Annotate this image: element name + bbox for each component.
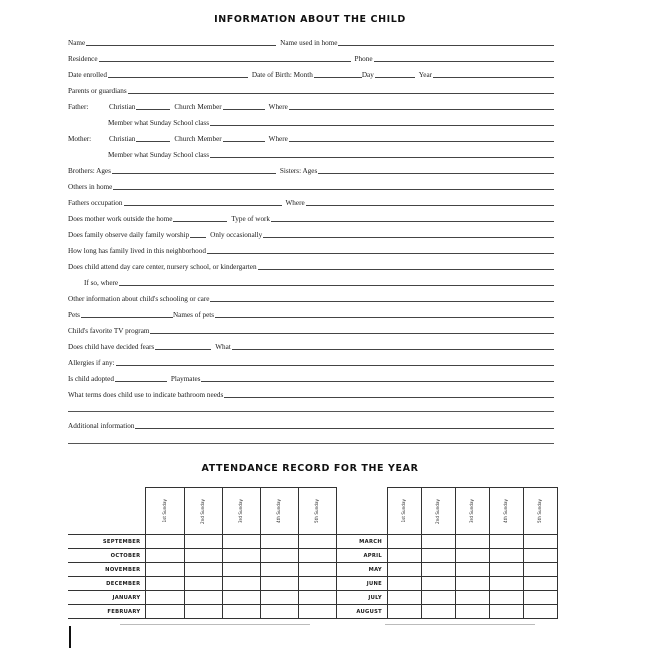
table-row: [318, 591, 558, 605]
attendance-cell[interactable]: [524, 549, 558, 563]
month-label: DECEMBER: [68, 577, 146, 591]
attendance-cell[interactable]: [524, 563, 558, 577]
table-row: [318, 535, 558, 549]
attendance-cell[interactable]: [388, 577, 422, 591]
attendance-cell[interactable]: [388, 563, 422, 577]
attendance-cell[interactable]: [146, 563, 184, 577]
father-church-member-label: Church Member: [174, 103, 222, 111]
scan-artifact: [385, 624, 535, 625]
type-of-work-field[interactable]: [271, 221, 554, 222]
table-header-row: [68, 488, 337, 535]
table-row: [318, 605, 558, 619]
attendance-cell[interactable]: [388, 591, 422, 605]
attendance-cell[interactable]: [490, 577, 524, 591]
attendance-cell[interactable]: [222, 577, 260, 591]
father-christian-label: Christian: [109, 103, 136, 111]
father-where-label: Where: [268, 103, 288, 111]
attendance-cell[interactable]: [260, 577, 298, 591]
sisters-ages-label: Sisters: Ages: [279, 167, 318, 175]
month-header-cell: [318, 488, 388, 535]
table-row: [68, 605, 337, 619]
row-fears: [68, 339, 554, 351]
attendance-cell[interactable]: [456, 577, 490, 591]
row-date-enrolled: [68, 67, 554, 79]
attendance-cell[interactable]: [146, 577, 184, 591]
only-occasionally-label: Only occasionally: [210, 231, 263, 239]
attendance-cell[interactable]: [490, 563, 524, 577]
name-used-field[interactable]: [338, 45, 554, 46]
day-care-label: Does child attend day care center, nursery school, or kindergarten: [68, 263, 257, 271]
attendance-cell[interactable]: [422, 535, 456, 549]
table-row: [68, 535, 337, 549]
attendance-cell[interactable]: [184, 577, 222, 591]
attendance-cell[interactable]: [222, 549, 260, 563]
if-so-where-field[interactable]: [119, 285, 554, 286]
parents-field[interactable]: [128, 93, 554, 94]
month-label: NOVEMBER: [68, 563, 146, 577]
text-cursor-mark: [69, 626, 71, 648]
attendance-cell[interactable]: [388, 605, 422, 619]
fathers-occupation-field[interactable]: [124, 205, 282, 206]
row-adopted: [68, 371, 554, 383]
playmates-field[interactable]: [201, 381, 554, 382]
family-worship-label: Does family observe daily family worship: [68, 231, 190, 239]
attendance-cell[interactable]: [146, 591, 184, 605]
other-info-label: Other information about child's schooling or care: [68, 295, 210, 303]
sunday-header-5: [524, 488, 558, 535]
attendance-cell[interactable]: [422, 605, 456, 619]
attendance-cell[interactable]: [260, 535, 298, 549]
attendance-cell[interactable]: [146, 549, 184, 563]
father-where-field[interactable]: [289, 109, 554, 110]
attendance-title: ATTENDANCE RECORD FOR THE YEAR: [201, 463, 419, 474]
form-title: INFORMATION ABOUT THE CHILD: [214, 14, 406, 25]
sunday-label-5: 5th Sunday: [537, 499, 543, 523]
name-used-label: Name used in home: [280, 39, 338, 47]
fears-field[interactable]: [155, 349, 211, 350]
attendance-cell[interactable]: [524, 577, 558, 591]
row-family-worship: [68, 227, 554, 239]
attendance-cell[interactable]: [456, 535, 490, 549]
name-label: Name: [68, 39, 86, 47]
if-so-where-label: If so, where: [84, 279, 119, 287]
dob-year-label: Year: [418, 71, 433, 79]
phone-field[interactable]: [374, 61, 554, 62]
row-others-home: [68, 179, 554, 191]
row-fathers-occupation: [68, 195, 554, 207]
mother-label: Mother:: [68, 135, 92, 143]
row-siblings: [68, 163, 554, 175]
attendance-cell[interactable]: [260, 605, 298, 619]
dob-day-field[interactable]: [375, 77, 415, 78]
adopted-field[interactable]: [115, 381, 167, 382]
mother-where-label: Where: [268, 135, 288, 143]
row-name: [68, 35, 554, 47]
sunday-header-1: [146, 488, 184, 535]
mother-church-member-field[interactable]: [223, 141, 265, 142]
fears-what-field[interactable]: [232, 349, 554, 350]
names-pets-field[interactable]: [215, 317, 554, 318]
dob-year-field[interactable]: [433, 77, 554, 78]
row-other-info: [68, 291, 554, 303]
attendance-cell[interactable]: [490, 535, 524, 549]
mother-church-member-label: Church Member: [174, 135, 222, 143]
table-row: [68, 549, 337, 563]
attendance-cell[interactable]: [222, 535, 260, 549]
month-label: JUNE: [318, 577, 388, 591]
month-label: FEBRUARY: [68, 605, 146, 619]
father-sunday-school-label: Member what Sunday School class: [108, 119, 210, 127]
attendance-cell[interactable]: [184, 535, 222, 549]
father-christian-field[interactable]: [136, 109, 170, 110]
mother-sunday-school-field[interactable]: [210, 157, 554, 158]
mother-christian-label: Christian: [109, 135, 136, 143]
attendance-table-right: [318, 487, 558, 619]
attendance-cell[interactable]: [260, 591, 298, 605]
sunday-header-4: [260, 488, 298, 535]
row-mother-work: [68, 211, 554, 223]
fathers-occupation-label: Fathers occupation: [68, 199, 123, 207]
attendance-cell[interactable]: [388, 535, 422, 549]
sunday-header-3: [222, 488, 260, 535]
other-info-field[interactable]: [210, 301, 554, 302]
date-enrolled-field[interactable]: [108, 77, 248, 78]
adopted-label: Is child adopted: [68, 375, 114, 383]
row-additional: [68, 418, 554, 430]
others-home-field[interactable]: [113, 189, 554, 190]
row-pets: [68, 307, 554, 319]
family-worship-field[interactable]: [190, 237, 206, 238]
tv-program-label: Child's favorite TV program: [68, 327, 150, 335]
month-label: SEPTEMBER: [68, 535, 146, 549]
father-sunday-school-field[interactable]: [210, 125, 554, 126]
sunday-label-4: 4th Sunday: [275, 499, 281, 523]
attendance-cell[interactable]: [422, 549, 456, 563]
pets-field[interactable]: [81, 317, 173, 318]
row-mother-sunday-school: [108, 147, 554, 159]
day-care-field[interactable]: [258, 269, 554, 270]
attendance-cell[interactable]: [456, 605, 490, 619]
row-day-care: [68, 259, 554, 271]
attendance-cell[interactable]: [456, 549, 490, 563]
month-label: MAY: [318, 563, 388, 577]
table-row: [68, 577, 337, 591]
bathroom-field[interactable]: [224, 397, 554, 398]
row-parents: [68, 83, 554, 95]
table-header-row: [318, 488, 558, 535]
pets-label: Pets: [68, 311, 80, 319]
row-bathroom: [68, 387, 554, 399]
attendance-cell[interactable]: [524, 591, 558, 605]
attendance-cell[interactable]: [184, 563, 222, 577]
tv-program-field[interactable]: [150, 333, 554, 334]
row-how-long: [68, 243, 554, 255]
dob-day-label: Day: [361, 71, 374, 79]
mother-where-field[interactable]: [289, 141, 554, 142]
month-label: APRIL: [318, 549, 388, 563]
month-label: JANUARY: [68, 591, 146, 605]
mother-christian-field[interactable]: [136, 141, 170, 142]
table-row: [68, 591, 337, 605]
sunday-header-3: [456, 488, 490, 535]
attendance-cell[interactable]: [456, 591, 490, 605]
attendance-cell[interactable]: [490, 605, 524, 619]
scan-artifact: [120, 624, 310, 625]
others-home-label: Others in home: [68, 183, 113, 191]
sunday-label-3: 3rd Sunday: [237, 499, 243, 523]
date-enrolled-label: Date enrolled: [68, 71, 107, 79]
table-row: [318, 549, 558, 563]
attendance-cell[interactable]: [260, 549, 298, 563]
month-label: OCTOBER: [68, 549, 146, 563]
father-church-member-field[interactable]: [223, 109, 265, 110]
table-row: [318, 563, 558, 577]
father-label: Father:: [68, 103, 89, 111]
how-long-field[interactable]: [207, 253, 554, 254]
sunday-label-5: 5th Sunday: [314, 499, 320, 523]
month-label: MARCH: [318, 535, 388, 549]
attendance-cell[interactable]: [222, 563, 260, 577]
mother-sunday-school-label: Member what Sunday School class: [108, 151, 210, 159]
month-label: JULY: [318, 591, 388, 605]
attendance-cell[interactable]: [146, 535, 184, 549]
names-pets-label: Names of pets: [172, 311, 215, 319]
sunday-header-4: [490, 488, 524, 535]
additional-field[interactable]: [135, 428, 554, 429]
attendance-cell[interactable]: [260, 563, 298, 577]
mother-work-field[interactable]: [173, 221, 227, 222]
only-occasionally-field[interactable]: [263, 237, 554, 238]
attendance-cell[interactable]: [222, 605, 260, 619]
sunday-label-4: 4th Sunday: [503, 499, 509, 523]
parents-label: Parents or guardians: [68, 87, 127, 95]
sisters-ages-field[interactable]: [318, 173, 554, 174]
brothers-ages-label: Brothers: Ages: [68, 167, 111, 175]
attendance-cell[interactable]: [524, 605, 558, 619]
residence-label: Residence: [68, 55, 98, 63]
row-tv-program: [68, 323, 554, 335]
row-father: [68, 99, 554, 111]
attendance-cell[interactable]: [422, 577, 456, 591]
month-header-cell: [68, 488, 146, 535]
sunday-header-2: [184, 488, 222, 535]
dob-month-field[interactable]: [314, 77, 362, 78]
table-row: [318, 577, 558, 591]
attendance-cell[interactable]: [222, 591, 260, 605]
sunday-label-2: 2nd Sunday: [199, 498, 205, 524]
row-if-so-where: [84, 275, 554, 287]
additional-extra-line[interactable]: [68, 443, 554, 444]
attendance-cell[interactable]: [490, 591, 524, 605]
dob-month-label: Date of Birth: Month: [251, 71, 313, 79]
row-residence: [68, 51, 554, 63]
brothers-ages-field[interactable]: [112, 173, 276, 174]
attendance-cell[interactable]: [456, 563, 490, 577]
additional-label: Additional information: [68, 422, 135, 430]
attendance-cell[interactable]: [388, 549, 422, 563]
bathroom-extra-line[interactable]: [68, 411, 554, 412]
how-long-label: How long has family lived in this neighborhood: [68, 247, 206, 255]
sunday-header-2: [422, 488, 456, 535]
bathroom-label: What terms does child use to indicate bathroom needs: [68, 391, 224, 399]
fears-label: Does child have decided fears: [68, 343, 155, 351]
mother-work-label: Does mother work outside the home: [68, 215, 173, 223]
occupation-where-field[interactable]: [306, 205, 554, 206]
allergies-label: Allergies if any:: [68, 359, 115, 367]
sunday-header-1: [388, 488, 422, 535]
attendance-cell[interactable]: [490, 549, 524, 563]
month-label: AUGUST: [318, 605, 388, 619]
type-of-work-label: Type of work: [231, 215, 271, 223]
sunday-label-1: 1st Sunday: [161, 499, 167, 523]
sunday-label-2: 2nd Sunday: [435, 498, 441, 524]
allergies-field[interactable]: [116, 365, 554, 366]
name-field[interactable]: [86, 45, 276, 46]
attendance-cell[interactable]: [146, 605, 184, 619]
playmates-label: Playmates: [170, 375, 201, 383]
attendance-table-left: [68, 487, 337, 619]
phone-label: Phone: [354, 55, 373, 63]
attendance-cell[interactable]: [422, 591, 456, 605]
attendance-cell[interactable]: [184, 605, 222, 619]
occupation-where-label: Where: [285, 199, 305, 207]
attendance-cell[interactable]: [184, 591, 222, 605]
attendance-cell[interactable]: [524, 535, 558, 549]
table-row: [68, 563, 337, 577]
sunday-label-3: 3rd Sunday: [469, 499, 475, 523]
fears-what-label: What: [215, 343, 231, 351]
attendance-cell[interactable]: [422, 563, 456, 577]
row-mother: [68, 131, 554, 143]
row-father-sunday-school: [108, 115, 554, 127]
sunday-label-1: 1st Sunday: [401, 499, 407, 523]
row-allergies: [68, 355, 554, 367]
residence-field[interactable]: [99, 61, 351, 62]
attendance-cell[interactable]: [184, 549, 222, 563]
